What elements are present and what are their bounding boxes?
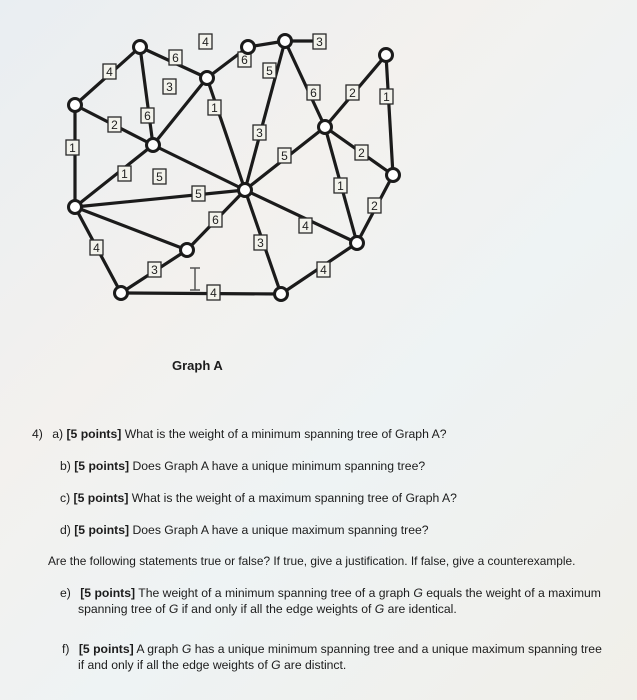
graph-node <box>319 121 332 134</box>
graph-node <box>69 99 82 112</box>
part-label: a) <box>52 427 64 441</box>
graph-node <box>69 201 82 214</box>
weight-label <box>299 218 312 233</box>
weight-label <box>207 285 220 300</box>
weight-label <box>334 178 347 193</box>
weight-label <box>317 262 330 277</box>
points-label: [5 points] <box>74 459 130 473</box>
weight-label <box>307 85 320 100</box>
svg-text:3: 3 <box>316 35 323 49</box>
svg-text:4: 4 <box>106 65 113 79</box>
question-number: 4) <box>32 427 43 441</box>
question-4e-continued <box>78 601 457 617</box>
points-label: [5 points] <box>78 642 134 656</box>
graph-node <box>181 244 194 257</box>
points-label: [5 points] <box>73 491 129 505</box>
svg-text:6: 6 <box>172 51 179 65</box>
question-text: if and only if all the edge weights of <box>181 602 372 616</box>
edge-weights <box>66 34 393 300</box>
graph-node <box>201 72 214 85</box>
part-label: f) <box>62 642 70 656</box>
svg-text:3: 3 <box>257 236 264 250</box>
edge <box>285 41 325 127</box>
graph-node <box>387 169 400 182</box>
points-label: [5 points] <box>74 523 130 537</box>
svg-text:2: 2 <box>111 118 118 132</box>
svg-text:3: 3 <box>256 126 263 140</box>
question-text: Does Graph A have a unique maximum spanning tree? <box>132 523 429 537</box>
weight-label <box>313 34 326 49</box>
svg-text:1: 1 <box>211 101 218 115</box>
weight-label <box>208 100 221 115</box>
weight-label <box>148 262 161 277</box>
weight-label <box>153 169 166 184</box>
weight-label <box>163 79 176 94</box>
graph-caption: Graph A <box>172 358 223 373</box>
part-label: d) <box>60 523 71 537</box>
edge <box>75 145 153 207</box>
weight-label <box>355 145 368 160</box>
weight-label <box>90 240 103 255</box>
true-false-instructions: Are the following statements true or false? If true, give a justification. If false, give a counterexample. <box>48 554 576 568</box>
weight-label <box>368 198 381 213</box>
question-4e <box>60 585 601 601</box>
svg-text:5: 5 <box>266 64 273 78</box>
edge <box>75 190 245 207</box>
svg-text:6: 6 <box>144 109 151 123</box>
question-text: spanning tree of <box>78 602 166 616</box>
edge <box>153 78 207 145</box>
points-label: [5 points] <box>80 586 136 600</box>
weight-label <box>169 50 182 65</box>
question-text: has a unique minimum spanning tree and a unique maximum spanning tree <box>194 642 602 656</box>
svg-text:1: 1 <box>121 167 128 181</box>
weight-label <box>141 108 154 123</box>
weight-label <box>66 140 79 155</box>
question-text: The weight of a minimum spanning tree of a graph <box>138 586 410 600</box>
svg-text:5: 5 <box>281 149 288 163</box>
graph-node <box>115 287 128 300</box>
svg-text:6: 6 <box>241 53 248 67</box>
graph-node <box>279 35 292 48</box>
question-text: if and only if all the edge weights of <box>78 658 268 672</box>
svg-text:2: 2 <box>349 86 356 100</box>
math-variable: G <box>181 642 192 656</box>
points-label: [5 points] <box>66 427 122 441</box>
question-4f <box>62 641 602 657</box>
graph-node <box>239 184 252 197</box>
question-4c <box>60 490 457 506</box>
edge <box>386 55 393 175</box>
question-text: Does Graph A have a unique minimum spanning tree? <box>132 459 426 473</box>
edge <box>121 293 281 294</box>
svg-text:4: 4 <box>302 219 309 233</box>
part-label: e) <box>60 586 71 600</box>
weight-label <box>254 235 267 250</box>
svg-text:1: 1 <box>383 90 390 104</box>
graph-node <box>134 41 147 54</box>
text-cursor-icon <box>190 268 200 290</box>
svg-text:6: 6 <box>212 213 219 227</box>
weight-label <box>118 166 131 181</box>
weight-label <box>199 34 212 49</box>
weight-label <box>192 186 205 201</box>
graph-node <box>147 139 160 152</box>
svg-text:4: 4 <box>320 263 327 277</box>
svg-text:5: 5 <box>195 187 202 201</box>
math-variable: G <box>413 586 423 600</box>
part-label: c) <box>60 491 71 505</box>
math-variable: G <box>271 658 281 672</box>
weight-label <box>209 212 222 227</box>
svg-text:3: 3 <box>166 80 173 94</box>
question-text: What is the weight of a maximum spanning tree of Graph A? <box>131 491 457 505</box>
weight-label <box>253 125 266 140</box>
weight-label <box>346 85 359 100</box>
question-4f-continued <box>78 657 346 673</box>
part-label: b) <box>60 459 71 473</box>
edge <box>140 47 153 145</box>
graph-node <box>275 288 288 301</box>
graph-svg <box>0 0 637 340</box>
svg-text:5: 5 <box>156 170 163 184</box>
graph-node <box>380 49 393 62</box>
svg-text:1: 1 <box>337 179 344 193</box>
math-variable: G <box>168 602 179 616</box>
question-4b <box>60 458 425 474</box>
weight-label <box>108 117 121 132</box>
weight-label <box>263 63 276 78</box>
svg-text:4: 4 <box>93 241 100 255</box>
svg-text:2: 2 <box>371 199 378 213</box>
svg-text:6: 6 <box>310 86 317 100</box>
question-text: A graph <box>136 642 179 656</box>
question-text: equals the weight of a maximum <box>426 586 601 600</box>
question-text: are distinct. <box>283 658 347 672</box>
svg-text:4: 4 <box>210 286 217 300</box>
weight-label <box>103 64 116 79</box>
graph-node <box>242 41 255 54</box>
question-text: are identical. <box>387 602 457 616</box>
graph-node <box>351 237 364 250</box>
svg-text:2: 2 <box>358 146 365 160</box>
svg-text:3: 3 <box>151 263 158 277</box>
question-4d <box>60 522 429 538</box>
graph-a-figure <box>0 0 637 340</box>
svg-text:4: 4 <box>202 35 209 49</box>
weight-label <box>380 89 393 104</box>
question-4a <box>32 426 446 442</box>
question-text: What is the weight of a minimum spanning tree of Graph A? <box>124 427 447 441</box>
weight-label <box>278 148 291 163</box>
math-variable: G <box>374 602 385 616</box>
svg-text:1: 1 <box>69 141 76 155</box>
